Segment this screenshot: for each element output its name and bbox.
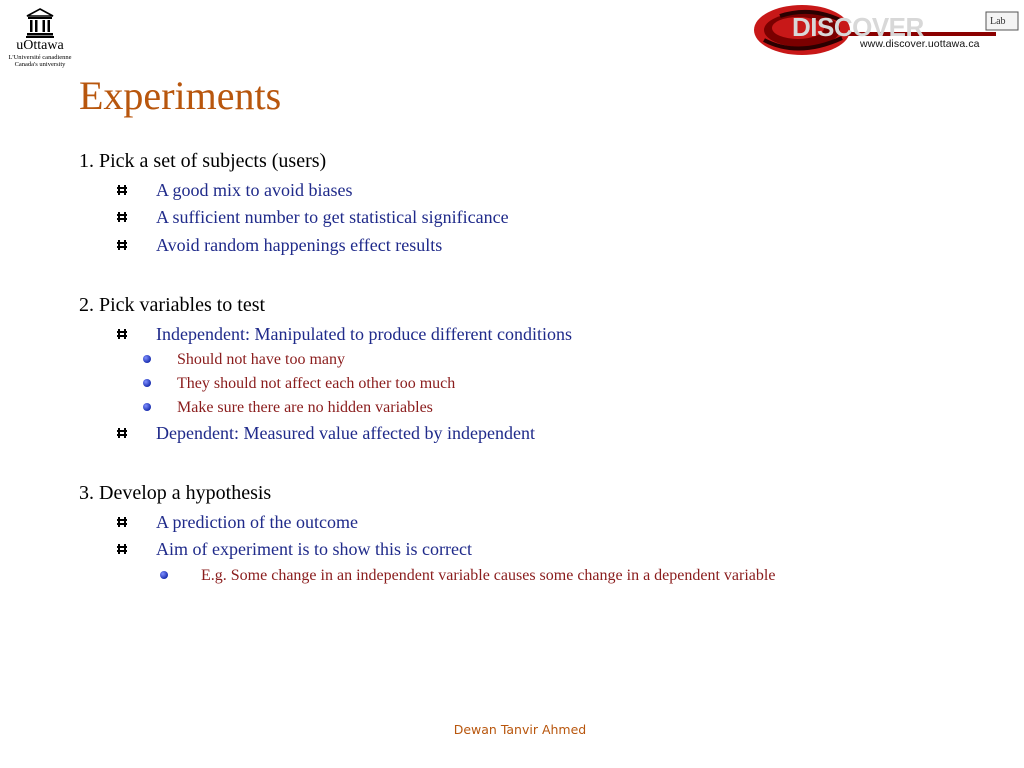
round-bullet-icon xyxy=(143,403,151,411)
footer-author: Dewan Tanvir Ahmed xyxy=(453,722,587,737)
discover-lab-label: Lab xyxy=(990,16,1006,27)
uottawa-sub-fr: L'Université canadienne xyxy=(8,54,72,61)
sub-list-item xyxy=(79,374,572,398)
sub-list-item xyxy=(79,350,572,374)
hash-bullet-icon xyxy=(116,328,128,340)
list-item xyxy=(79,538,901,565)
list-item-text: Avoid random happenings effect results xyxy=(156,234,443,255)
list-item-text: A good mix to avoid biases xyxy=(156,180,353,200)
list-item xyxy=(79,206,509,233)
sub-list-item-text: Make sure there are no hidden variables xyxy=(177,399,433,417)
hash-bullet-icon xyxy=(116,239,128,251)
round-bullet-icon xyxy=(160,571,168,579)
list-item xyxy=(79,179,509,206)
list-item-text: Aim of experiment is to show this is correct xyxy=(156,539,472,560)
uottawa-building-icon xyxy=(26,8,54,38)
list-item-text: A prediction of the outcome xyxy=(156,512,358,532)
slide-title: Experiments xyxy=(79,73,282,118)
list-item-text: Independent: Manipulated to produce different conditions xyxy=(156,324,573,344)
section-hypothesis xyxy=(79,481,901,585)
section-heading: 1. Pick a set of subjects (users) xyxy=(79,150,327,172)
sub-list-item xyxy=(79,566,901,585)
list-item xyxy=(79,234,509,261)
hash-bullet-icon xyxy=(116,543,128,555)
sub-list-item xyxy=(79,398,572,422)
sub-list-item-text: Should not have too many xyxy=(177,351,345,369)
sub-list-item-text: They should not affect each other too much xyxy=(177,375,456,393)
discover-url: www.discover.uottawa.ca xyxy=(860,38,980,50)
uottawa-name: uOttawa xyxy=(16,38,64,53)
discover-wordmark: DISCOVER xyxy=(792,12,924,42)
list-item xyxy=(79,511,901,538)
round-bullet-icon xyxy=(143,379,151,387)
hash-bullet-icon xyxy=(116,211,128,223)
hash-bullet-icon xyxy=(116,427,128,439)
uottawa-logo xyxy=(8,8,72,68)
uottawa-sub-en: Canada's university xyxy=(14,61,66,68)
round-bullet-icon xyxy=(143,355,151,363)
section-variables xyxy=(79,293,572,450)
sub-list-item-text: E.g. Some change in an independent variable causes some change in a dependent variable xyxy=(201,566,776,584)
list-item-text: Dependent: Measured value affected by independent xyxy=(156,423,536,444)
list-item-text: A sufficient number to get statistical significance xyxy=(156,207,509,228)
section-subjects xyxy=(79,149,509,261)
list-item xyxy=(79,422,572,449)
hash-bullet-icon xyxy=(116,184,128,196)
section-heading: 3. Develop a hypothesis xyxy=(79,482,272,504)
list-item xyxy=(79,323,572,350)
section-heading: 2. Pick variables to test xyxy=(79,294,266,316)
hash-bullet-icon xyxy=(116,516,128,528)
